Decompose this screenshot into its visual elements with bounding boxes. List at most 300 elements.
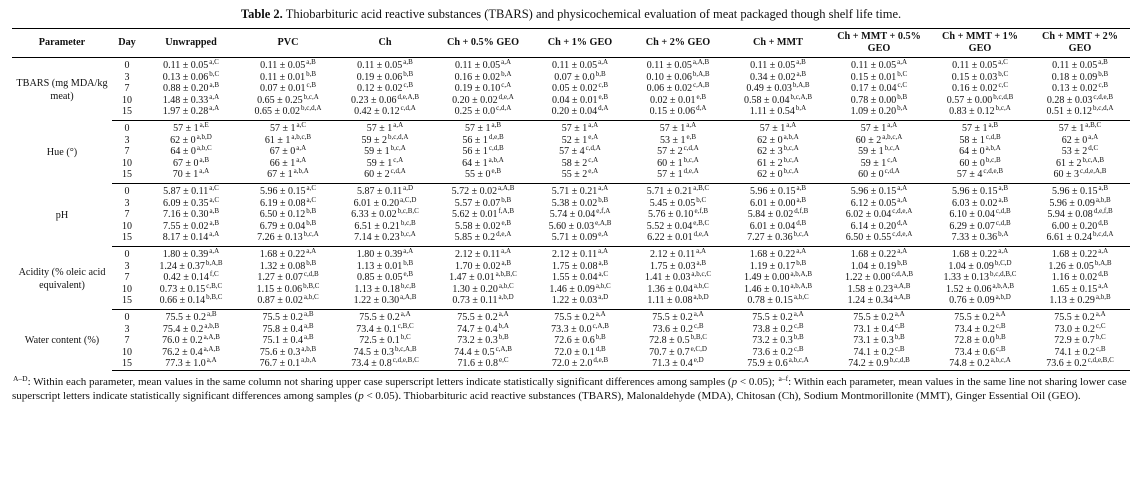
significance-letters: e,A: [588, 132, 599, 141]
value-cell: [628, 183, 728, 197]
value-cell: [240, 58, 336, 72]
significance-letters: a,B: [303, 321, 314, 330]
value-cell: [434, 323, 532, 335]
value-cell: [434, 272, 532, 284]
parameter-label: Hue (°): [46, 147, 78, 159]
significance-letters: b,c,A: [783, 167, 799, 176]
significance-letters: a,b,B,C: [495, 270, 517, 279]
mean-value: 70 ± 1: [172, 169, 199, 181]
significance-letters: d,C: [1088, 144, 1099, 153]
significance-letters: c,d,e,B,C: [392, 356, 419, 365]
significance-letters: a,b,C: [498, 281, 514, 290]
mean-value: 0.15 ± 0.03: [951, 71, 998, 83]
significance-letters: b,B: [897, 92, 908, 101]
mean-value: 0.13 ± 0.06: [162, 71, 209, 83]
mean-value: 7.33 ± 0.36: [951, 232, 998, 244]
value-cell: [828, 69, 930, 84]
significance-letters: d,e,A: [496, 230, 512, 239]
mean-value: 0.05 ± 0.02: [551, 83, 598, 95]
significance-letters: a,A: [796, 246, 807, 255]
mean-value: 72.0 ± 2.0: [551, 358, 593, 370]
mean-value: 75.5 ± 0.2: [752, 311, 793, 323]
mean-value: 6.22 ± 0.01: [647, 232, 693, 244]
significance-letters: a,A: [296, 155, 307, 164]
mean-value: 0.88 ± 0.20: [162, 83, 209, 95]
significance-letters: a,b,A: [985, 144, 1001, 153]
day-cell: 0: [124, 123, 130, 135]
value-cell: [532, 323, 628, 335]
mean-value: 66 ± 1: [269, 157, 296, 169]
value-cell: [240, 358, 336, 370]
table-row: [12, 58, 1130, 72]
mean-value: 0.78 ± 0.00: [850, 94, 897, 106]
mean-value: 72.5 ± 0.1: [359, 335, 400, 347]
significance-letters: e,f,A: [596, 207, 611, 216]
significance-letters: a,A: [693, 309, 704, 318]
value-cell: [828, 58, 930, 72]
value-cell: [336, 281, 434, 296]
value-cell: [336, 132, 434, 147]
significance-letters: a,B: [403, 58, 413, 67]
mean-value: 2.12 ± 0.11: [454, 248, 501, 260]
significance-letters: b,c,A: [683, 155, 699, 164]
value-cell: [142, 69, 240, 84]
value-cell: [828, 272, 930, 284]
value-cell: [142, 232, 240, 246]
mean-value: 1.68 ± 0.22: [259, 248, 306, 260]
mean-value: 0.11 ± 0.05: [454, 60, 501, 72]
mean-value: 75.5 ± 0.2: [1054, 311, 1095, 323]
value-cell: [930, 344, 1030, 359]
mean-value: 71.3 ± 0.4: [652, 358, 693, 370]
value-cell: [930, 295, 1030, 309]
mean-value: 2.12 ± 0.11: [649, 248, 696, 260]
mean-value: 60 ± 1: [657, 157, 683, 169]
value-cell: [434, 169, 532, 183]
mean-value: 6.01 ± 0.00: [749, 197, 796, 209]
value-cell: [532, 155, 628, 170]
value-cell: [336, 358, 434, 370]
mean-value: 1.97 ± 0.28: [162, 106, 209, 118]
mean-value: 5.87 ± 0.11: [163, 185, 209, 197]
value-cell: [728, 132, 828, 147]
value-cell: [1030, 218, 1130, 233]
significance-letters: b,c,B,C: [397, 207, 419, 216]
significance-letters: a,B: [998, 183, 1009, 192]
mean-value: 0.20 ± 0.02: [452, 94, 498, 106]
mean-value: 0.73 ± 0.15: [159, 283, 206, 295]
significance-letters: c,d,A: [884, 167, 900, 176]
value-cell: [240, 183, 336, 197]
significance-letters: b,c,A,B: [394, 344, 417, 353]
mean-value: 61 ± 2: [757, 157, 783, 169]
column-header: Ch + MMT: [728, 29, 828, 58]
table-label: Table 2.: [240, 7, 283, 21]
value-cell: [628, 323, 728, 335]
significance-letters: a,B: [491, 121, 502, 130]
mean-value: 6.10 ± 0.04: [949, 209, 995, 221]
significance-letters: a,B: [696, 258, 707, 267]
mean-value: 7.14 ± 0.23: [354, 232, 400, 244]
significance-letters: a,C: [209, 195, 220, 204]
value-cell: [240, 232, 336, 246]
mean-value: 6.01 ± 0.20: [353, 197, 400, 209]
significance-letters: a,b,B: [1095, 293, 1111, 302]
significance-letters: b,c,A: [390, 144, 406, 153]
mean-value: 57 ± 1: [860, 123, 887, 135]
value-cell: [930, 132, 1030, 147]
value-cell: [628, 309, 728, 323]
value-cell: [930, 69, 1030, 84]
value-cell: [434, 195, 532, 210]
significance-letters: b,c,d,B,C: [990, 270, 1017, 279]
significance-letters: b,c,A: [303, 92, 319, 101]
value-cell: [434, 69, 532, 84]
value-cell: [930, 232, 1030, 246]
significance-letters: b,B,C: [206, 293, 223, 302]
significance-letters: b,C: [400, 333, 411, 342]
mean-value: 57 ± 4: [956, 169, 983, 181]
value-cell: [532, 209, 628, 221]
significance-letters: c,B: [894, 321, 905, 330]
significance-letters: e,B,C: [693, 218, 710, 227]
significance-letters: a,A: [1095, 309, 1106, 318]
value-cell: [434, 246, 532, 260]
value-cell: [1030, 183, 1130, 197]
value-cell: [434, 83, 532, 95]
significance-letters: a,b,C: [595, 281, 611, 290]
significance-letters: a,B: [1098, 58, 1108, 67]
value-cell: [728, 69, 828, 84]
mean-value: 59 ± 2: [361, 134, 388, 146]
mean-value: 72.8 ± 0.0: [954, 335, 995, 347]
significance-letters: e,f,B: [694, 207, 709, 216]
mean-value: 59 ± 1: [366, 157, 393, 169]
value-cell: [828, 323, 930, 335]
value-cell: [1030, 295, 1130, 309]
significance-letters: a,b,C: [793, 293, 809, 302]
significance-letters: a,b,A,B: [992, 281, 1015, 290]
value-cell: [1030, 209, 1130, 221]
mean-value: 0.23 ± 0.06: [350, 94, 397, 106]
mean-value: 60 ± 2: [364, 169, 390, 181]
significance-letters: a,A: [501, 58, 512, 67]
significance-letters: b,c,A: [995, 104, 1011, 113]
value-cell: [142, 295, 240, 309]
significance-letters: c,d,B: [985, 132, 1001, 141]
value-cell: [1030, 258, 1130, 273]
mean-value: 59 ± 1: [858, 146, 884, 158]
significance-letters: a,C: [209, 58, 219, 67]
mean-value: 0.49 ± 0.03: [746, 83, 792, 95]
mean-value: 0.11 ± 0.05: [850, 60, 897, 72]
mean-value: 0.66 ± 0.14: [159, 295, 206, 307]
value-cell: [434, 281, 532, 296]
significance-letters: a,A: [209, 104, 220, 113]
table-row: [12, 169, 1130, 183]
significance-letters: a,A: [206, 356, 217, 365]
value-cell: [728, 323, 828, 335]
significance-letters: b,A: [897, 104, 908, 113]
significance-letters: a,b,c,A: [882, 132, 903, 141]
mean-value: 6.51 ± 0.21: [354, 220, 400, 232]
significance-letters: c,d,B: [488, 144, 504, 153]
significance-letters: a,B: [209, 218, 220, 227]
value-cell: [930, 58, 1030, 72]
significance-letters: c,C: [897, 81, 908, 90]
significance-letters: e,C: [498, 356, 509, 365]
significance-letters: c,B,C: [397, 321, 414, 330]
value-cell: [240, 195, 336, 210]
significance-letters: a,A: [306, 246, 317, 255]
mean-value: 75.5 ± 0.2: [554, 311, 595, 323]
value-cell: [1030, 195, 1130, 210]
significance-letters: a,B: [998, 195, 1009, 204]
value-cell: [532, 132, 628, 147]
mean-value: 72.6 ± 0.6: [554, 335, 595, 347]
significance-letters: b,c,d,B: [889, 356, 910, 365]
value-cell: [142, 92, 240, 107]
day-cell: 15: [112, 295, 142, 309]
value-cell: [240, 344, 336, 359]
value-cell: [728, 58, 828, 72]
value-cell: [434, 258, 532, 273]
value-cell: [434, 309, 532, 323]
mean-value: 5.76 ± 0.10: [647, 209, 694, 221]
mean-value: 0.12 ± 0.02: [356, 83, 403, 95]
value-cell: [336, 272, 434, 284]
day-cell: 10: [122, 283, 132, 295]
significance-letters: a,b,A: [783, 132, 799, 141]
value-cell: [828, 146, 930, 158]
value-cell: [434, 132, 532, 147]
table-row: [12, 295, 1130, 309]
table-row: [12, 146, 1130, 158]
value-cell: [532, 83, 628, 95]
significance-letters: a,A,B: [203, 333, 220, 342]
significance-letters: b,A: [998, 230, 1009, 239]
mean-value: 57 ± 4: [559, 146, 585, 158]
mean-value: 58 ± 2: [561, 157, 588, 169]
value-cell: [1030, 335, 1130, 347]
significance-letters: a,D: [598, 293, 609, 302]
table-row: [12, 272, 1130, 284]
value-cell: [532, 69, 628, 84]
mean-value: 0.18 ± 0.09: [1051, 71, 1098, 83]
significance-letters: b,B: [897, 258, 908, 267]
significance-letters: c,B: [793, 321, 804, 330]
significance-letters: c,d,e,A: [892, 230, 913, 239]
value-cell: [336, 258, 434, 273]
significance-letters: a,A,B: [894, 281, 911, 290]
table-caption: [12, 6, 1130, 22]
value-cell: [728, 146, 828, 158]
significance-letters: a,b,C: [693, 281, 709, 290]
value-cell: [434, 335, 532, 347]
significance-letters: b,c,d,A: [388, 132, 409, 141]
value-cell: [532, 169, 628, 183]
day-cell: 3: [124, 71, 130, 83]
significance-letters: a,C: [306, 183, 317, 192]
significance-letters: b,c,A,B: [790, 92, 813, 101]
significance-letters: e,A: [598, 230, 609, 239]
parameter-label: Water content (%): [24, 335, 100, 347]
value-cell: [628, 155, 728, 170]
day-cell: 3: [124, 260, 130, 272]
significance-letters: b,B: [595, 333, 606, 342]
significance-letters: a,A: [897, 195, 908, 204]
significance-letters: b,B,C: [690, 333, 707, 342]
significance-letters: a,b,A: [301, 356, 317, 365]
significance-letters: b,C: [696, 195, 707, 204]
significance-letters: c,C: [1095, 321, 1106, 330]
significance-letters: a,A: [998, 246, 1009, 255]
mean-value: 73.8 ± 0.2: [752, 323, 793, 335]
significance-letters: b,C: [897, 69, 908, 78]
significance-letters: d,B: [1098, 270, 1109, 279]
mean-value: 60 ± 2: [855, 134, 882, 146]
value-cell: [336, 323, 434, 335]
value-cell: [336, 58, 434, 72]
value-cell: [142, 106, 240, 120]
mean-value: 75.8 ± 0.4: [262, 323, 303, 335]
mean-value: 76.2 ± 0.4: [162, 346, 203, 358]
significance-letters: a,A: [1088, 132, 1099, 141]
significance-letters: b,B: [796, 258, 807, 267]
mean-value: 57 ± 2: [657, 146, 683, 158]
mean-value: 0.25 ± 0.0: [454, 106, 496, 118]
mean-value: 0.11 ± 0.05: [551, 60, 598, 72]
value-cell: [532, 246, 628, 260]
significance-letters: b,c,d,A: [1093, 230, 1114, 239]
value-cell: [1030, 132, 1130, 147]
day-cell: 0: [124, 60, 130, 72]
value-cell: [336, 246, 434, 260]
value-cell: [532, 146, 628, 158]
significance-letters: a,A: [296, 144, 307, 153]
significance-letters: d,e,A,B: [397, 92, 420, 101]
mean-value: 64 ± 1: [462, 157, 488, 169]
value-cell: [828, 295, 930, 309]
significance-letters: a,B,C: [1085, 121, 1102, 130]
value-cell: [628, 69, 728, 84]
mean-value: 0.10 ± 0.06: [646, 71, 692, 83]
mean-value: 1.55 ± 0.04: [551, 272, 598, 284]
mean-value: 75.5 ± 0.2: [853, 311, 894, 323]
value-cell: [728, 258, 828, 273]
mean-value: 5.45 ± 0.05: [649, 197, 696, 209]
significance-letters: a,B: [303, 309, 314, 318]
value-cell: [532, 183, 628, 197]
value-cell: [336, 92, 434, 107]
mean-value: 0.07 ± 0.0: [554, 71, 595, 83]
day-cell: 3: [124, 134, 130, 146]
mean-value: 1.80 ± 0.39: [356, 248, 403, 260]
table-row: [12, 309, 1130, 323]
mean-value: 1.24 ± 0.37: [159, 260, 205, 272]
mean-value: 76.7 ± 0.1: [259, 358, 301, 370]
mean-value: 0.19 ± 0.06: [356, 71, 403, 83]
value-cell: [828, 232, 930, 246]
value-cell: [728, 155, 828, 170]
value-cell: [532, 335, 628, 347]
significance-letters: a,b,A: [293, 167, 309, 176]
footnote-text-4: < 0.05). Thiobarbituric acid reactive substances (TBARS), Malonaldehyde (MDA), Chitosan (Ch), Sodium Montmorillonite (MMT), Ginger Essential Oil (GEO).: [363, 389, 1081, 402]
significance-letters: a,A: [209, 246, 220, 255]
significance-letters: f,A,B: [498, 207, 515, 216]
table-row: [12, 95, 1130, 107]
significance-letters: e,A: [588, 167, 599, 176]
significance-letters: b,B: [793, 333, 804, 342]
mean-value: 73.6 ± 0.2: [652, 323, 693, 335]
significance-letters: a,b,A,B: [790, 270, 813, 279]
significance-letters: e,C,D: [690, 344, 707, 353]
significance-letters: d,f,B: [794, 207, 809, 216]
significance-letters: d,e,A: [683, 167, 699, 176]
significance-letters: c,B: [995, 344, 1006, 353]
table-row: [12, 323, 1130, 335]
significance-letters: a,B: [598, 258, 609, 267]
mean-value: 6.61 ± 0.24: [1046, 232, 1093, 244]
significance-letters: a,A: [897, 183, 908, 192]
value-cell: [628, 246, 728, 260]
significance-letters: c,d,A: [390, 167, 406, 176]
significance-letters: b,A: [498, 321, 509, 330]
value-cell: [142, 120, 240, 134]
value-cell: [336, 344, 434, 359]
value-cell: [434, 155, 532, 170]
mean-value: 0.34 ± 0.02: [749, 71, 796, 83]
mean-value: 7.26 ± 0.13: [257, 232, 303, 244]
value-cell: [240, 132, 336, 147]
value-cell: [828, 169, 930, 183]
value-cell: [240, 83, 336, 95]
value-cell: [1030, 120, 1130, 134]
value-cell: [828, 344, 930, 359]
significance-letters: b,c,A,B: [1082, 155, 1105, 164]
significance-letters: b,C: [998, 69, 1009, 78]
value-cell: [336, 295, 434, 309]
day-cell: 0: [124, 185, 130, 197]
day-cell: 0: [124, 248, 130, 260]
value-cell: [532, 120, 628, 134]
table-row: [12, 246, 1130, 260]
mean-value: 6.33 ± 0.02: [351, 209, 397, 221]
mean-value: 0.11 ± 0.05: [952, 60, 998, 72]
mean-value: 1.30 ± 0.20: [452, 283, 498, 295]
significance-letters: c,d,A: [496, 104, 512, 113]
significance-letters: c,B: [894, 344, 905, 353]
day-cell: 10: [122, 346, 132, 358]
mean-value: 75.5 ± 0.2: [165, 311, 206, 323]
value-cell: [1030, 106, 1130, 120]
column-header: Ch + MMT + 0.5% GEO: [828, 29, 930, 58]
significance-letters: a,b,B: [1095, 195, 1111, 204]
significance-letters: b,B: [306, 258, 317, 267]
mean-value: 73.3 ± 0.0: [551, 323, 592, 335]
footnote-text-3: : Within each parameter, mean values in the same line not sharing lower case superscript letters indicate statistically significant differences among samples (: [12, 375, 1127, 402]
significance-letters: b,B: [403, 258, 414, 267]
mean-value: 0.17 ± 0.04: [850, 83, 897, 95]
mean-value: 58 ± 1: [959, 134, 985, 146]
value-cell: [628, 218, 728, 233]
value-cell: [828, 155, 930, 170]
significance-letters: c,B: [1095, 344, 1106, 353]
value-cell: [728, 209, 828, 221]
significance-letters: c,d,A: [585, 144, 601, 153]
mean-value: 0.15 ± 0.01: [850, 71, 897, 83]
column-header: Unwrapped: [142, 29, 240, 58]
